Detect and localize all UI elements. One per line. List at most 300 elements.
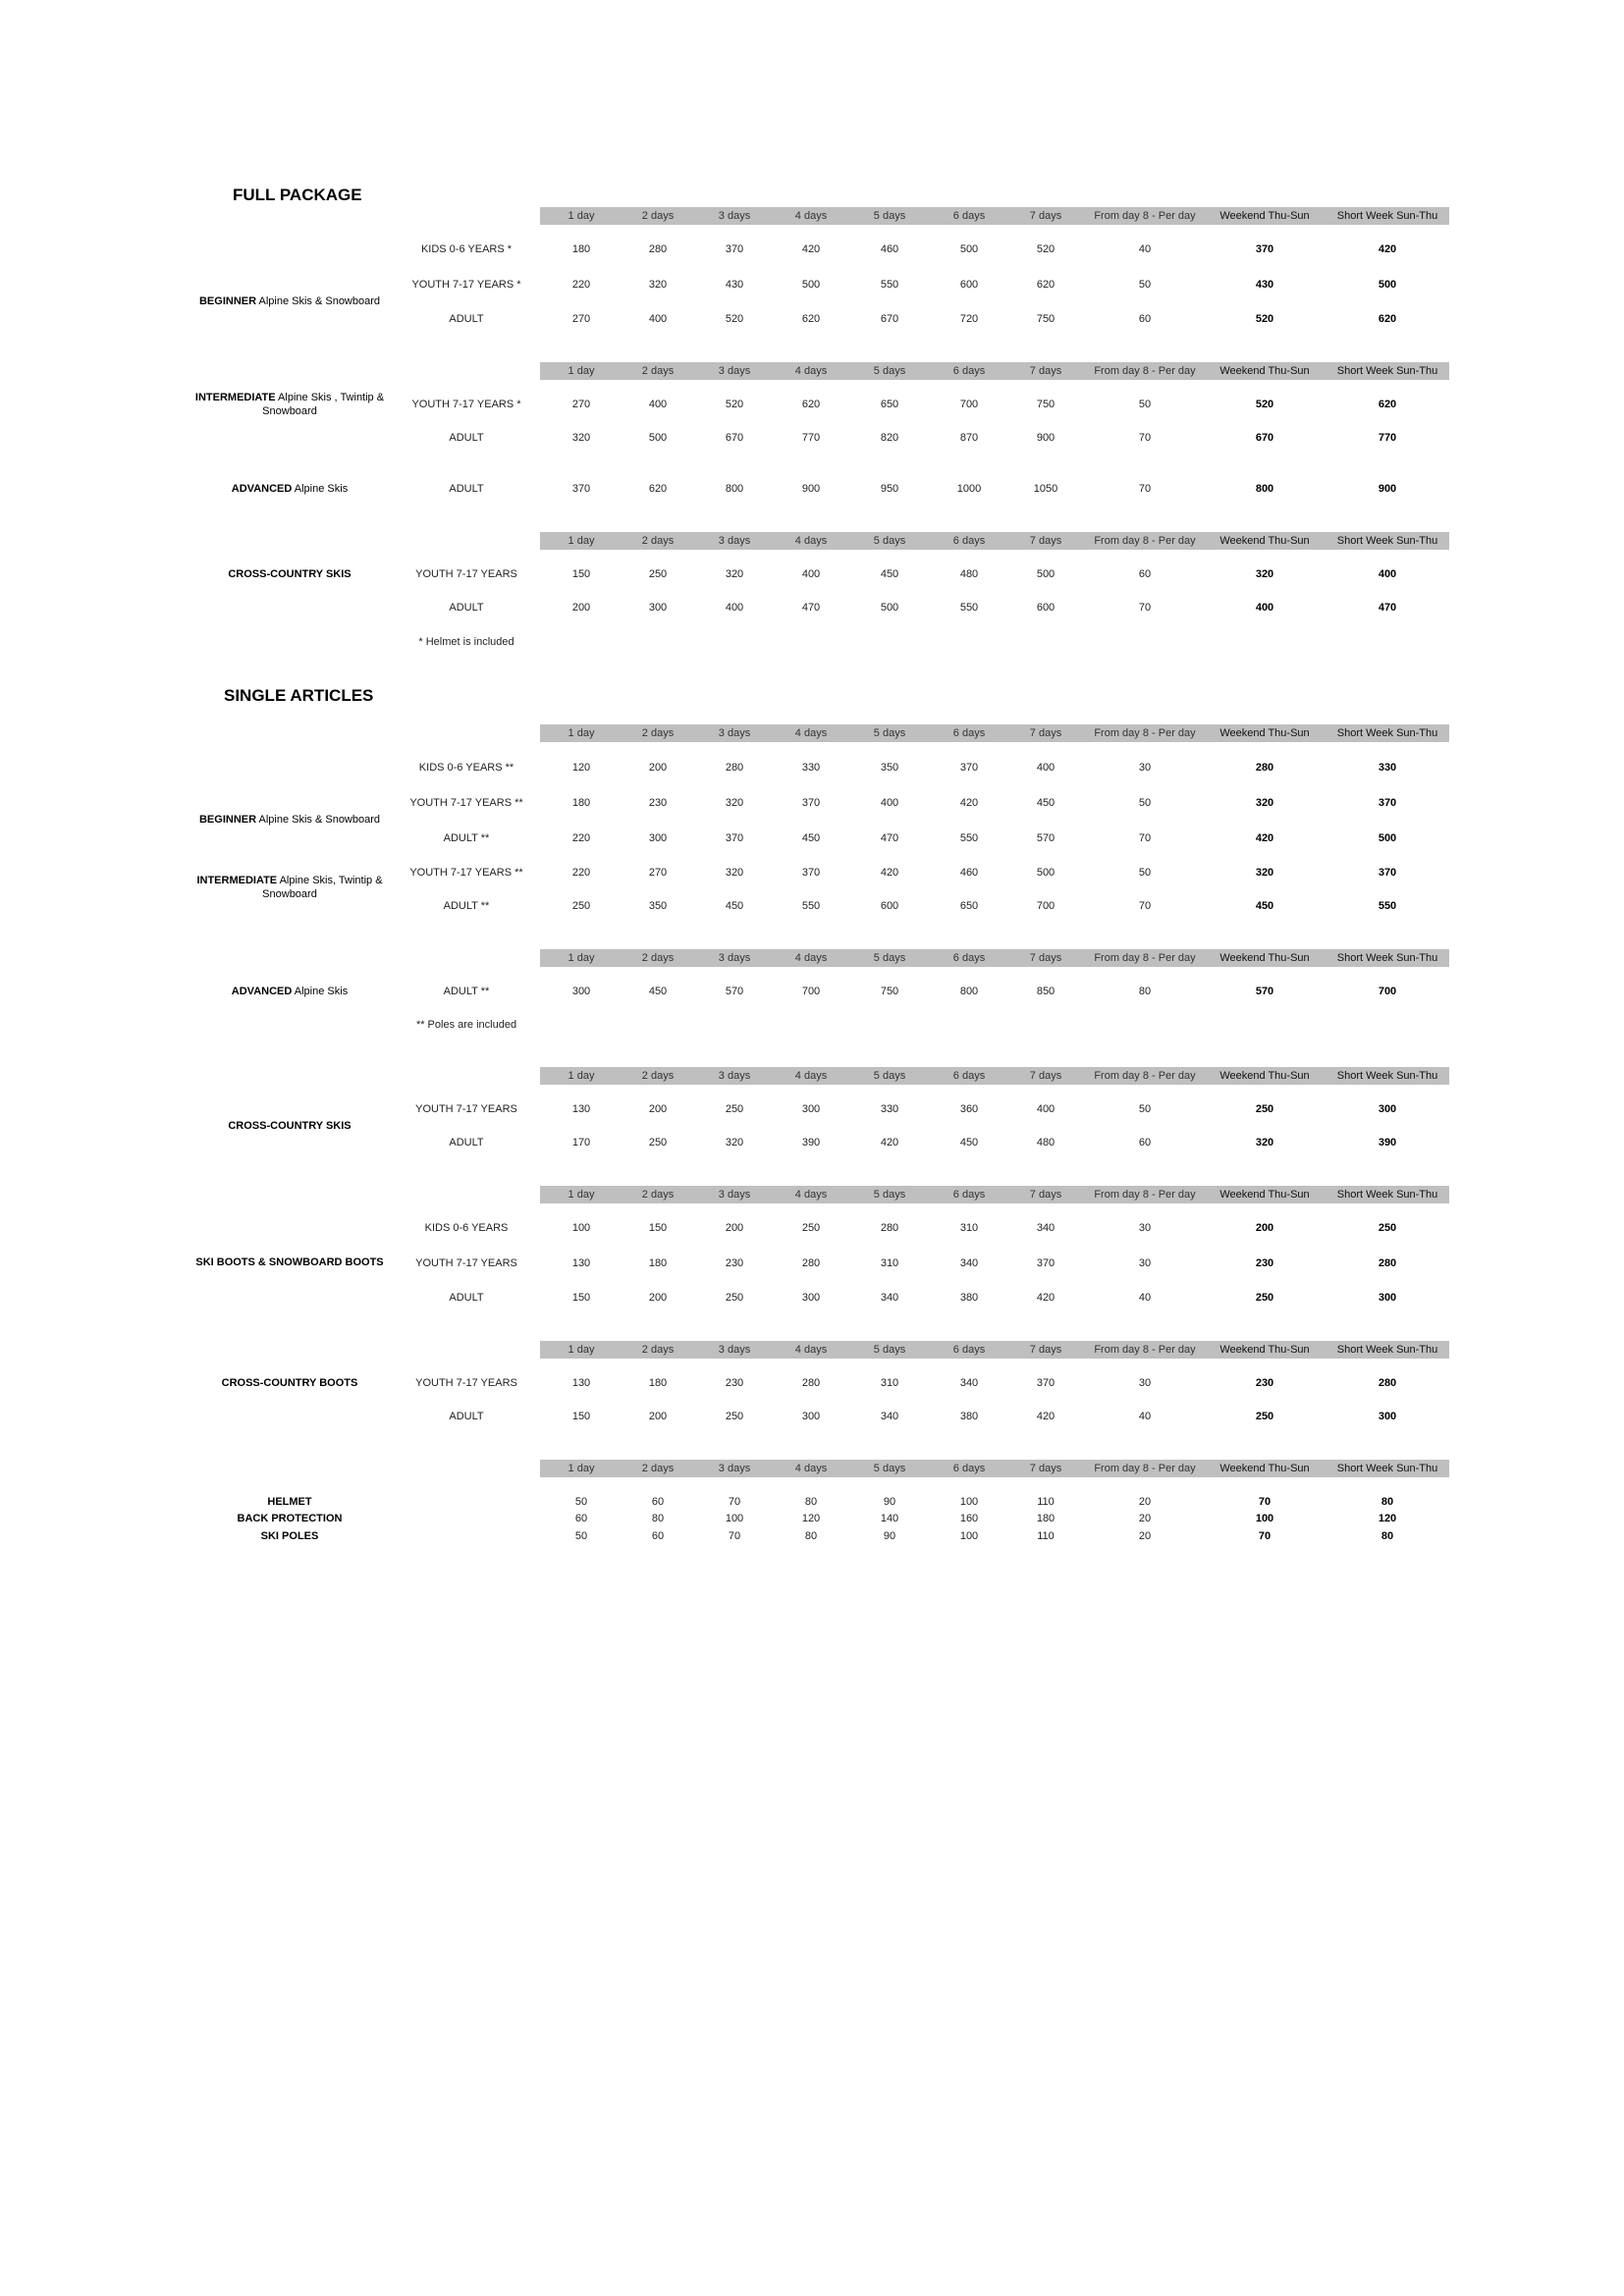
price-cell: 250 (648, 568, 668, 580)
column-header-9: Weekend Thu-Sun (1219, 1463, 1310, 1474)
price-cell: 300 (648, 602, 668, 614)
column-header-4: 4 days (794, 1344, 828, 1356)
row-label: YOUTH 7-17 YEARS (415, 1103, 517, 1115)
price-cell: 370 (801, 797, 821, 809)
row-label: YOUTH 7-17 YEARS ** (409, 867, 523, 879)
price-cell: 700 (801, 986, 821, 997)
column-header-9: Weekend Thu-Sun (1219, 535, 1310, 547)
price-cell: 550 (880, 279, 899, 291)
column-header-6: 6 days (952, 210, 986, 222)
price-cell: 720 (959, 313, 979, 325)
column-header-10: Short Week Sun-Thu (1336, 1070, 1438, 1082)
category-label (183, 874, 397, 901)
column-header-5: 5 days (873, 1070, 906, 1082)
price-cell: 180 (571, 243, 591, 255)
row-label: YOUTH 7-17 YEARS ** (409, 797, 523, 809)
column-header-1: 1 day (568, 952, 595, 964)
price-cell: 420 (1255, 832, 1274, 844)
row-label: ADULT (449, 1137, 484, 1148)
column-header-4: 4 days (794, 365, 828, 377)
column-header-3: 3 days (718, 1189, 751, 1201)
price-cell: 230 (725, 1257, 744, 1269)
price-cell: 70 (1258, 1530, 1272, 1542)
column-header-5: 5 days (873, 1463, 906, 1474)
category-name-bold: INTERMEDIATE (194, 392, 276, 403)
column-header-10: Short Week Sun-Thu (1336, 210, 1438, 222)
column-header-6: 6 days (952, 727, 986, 739)
column-header-8: From day 8 - Per day (1094, 1189, 1196, 1201)
price-cell: 120 (571, 762, 591, 774)
price-cell: 700 (1378, 986, 1397, 997)
row-label: ADULT (449, 1292, 484, 1304)
price-cell: 70 (1138, 900, 1152, 912)
price-cell: 420 (959, 797, 979, 809)
column-header-9: Weekend Thu-Sun (1219, 1070, 1310, 1082)
column-header-6: 6 days (952, 1463, 986, 1474)
price-cell: 820 (880, 432, 899, 444)
price-cell: 620 (1036, 279, 1056, 291)
column-header-10: Short Week Sun-Thu (1336, 952, 1438, 964)
price-cell: 330 (801, 762, 821, 774)
column-header-3: 3 days (718, 1070, 751, 1082)
price-cell: 250 (571, 900, 591, 912)
price-cell: 200 (648, 1103, 668, 1115)
price-cell: 770 (801, 432, 821, 444)
column-header-10: Short Week Sun-Thu (1336, 1344, 1438, 1356)
price-cell: 40 (1138, 243, 1152, 255)
column-header-band (540, 1460, 1449, 1477)
column-header-1: 1 day (568, 365, 595, 377)
category-label (183, 1376, 397, 1390)
category-label (183, 1119, 397, 1133)
price-cell: 50 (1138, 399, 1152, 410)
price-cell: 500 (1378, 279, 1397, 291)
column-header-6: 6 days (952, 535, 986, 547)
price-cell: 320 (725, 568, 744, 580)
category-label (183, 294, 397, 308)
price-cell: 230 (1255, 1377, 1274, 1389)
price-cell: 330 (880, 1103, 899, 1115)
price-cell: 30 (1138, 1257, 1152, 1269)
category-name-rest: Alpine Skis (292, 986, 349, 997)
price-cell: 320 (1255, 1137, 1274, 1148)
price-cell: 150 (571, 1292, 591, 1304)
price-cell: 200 (1255, 1222, 1274, 1234)
price-cell: 770 (1378, 432, 1397, 444)
column-header-4: 4 days (794, 210, 828, 222)
price-cell: 90 (883, 1530, 896, 1542)
column-header-7: 7 days (1029, 1463, 1062, 1474)
price-cell: 300 (1378, 1292, 1397, 1304)
price-cell: 870 (959, 432, 979, 444)
category-name-rest: Alpine Skis & Snowboard (256, 814, 381, 826)
price-cell: 280 (1378, 1377, 1397, 1389)
column-header-band (540, 1341, 1449, 1359)
price-cell: 500 (648, 432, 668, 444)
price-cell: 180 (1036, 1513, 1056, 1524)
column-header-8: From day 8 - Per day (1094, 727, 1196, 739)
category-label (183, 391, 397, 418)
price-cell: 390 (801, 1137, 821, 1148)
column-header-7: 7 days (1029, 365, 1062, 377)
price-cell: 650 (880, 399, 899, 410)
price-cell: 450 (880, 568, 899, 580)
price-cell: 320 (725, 867, 744, 879)
category-name-bold: BEGINNER (198, 814, 257, 826)
category-name-bold: ADVANCED (231, 986, 293, 997)
column-header-3: 3 days (718, 1463, 751, 1474)
column-header-1: 1 day (568, 1189, 595, 1201)
price-cell: 750 (1036, 313, 1056, 325)
price-cell: 370 (571, 483, 591, 495)
column-header-2: 2 days (641, 1189, 675, 1201)
price-cell: 270 (648, 867, 668, 879)
price-cell: 400 (1036, 1103, 1056, 1115)
category-label (183, 482, 397, 496)
price-cell: 20 (1138, 1496, 1152, 1508)
price-cell: 300 (648, 832, 668, 844)
price-cell: 450 (725, 900, 744, 912)
price-cell: 950 (880, 483, 899, 495)
price-cell: 60 (651, 1496, 665, 1508)
price-cell: 420 (880, 867, 899, 879)
price-cell: 430 (725, 279, 744, 291)
column-header-band (540, 724, 1449, 742)
column-header-7: 7 days (1029, 210, 1062, 222)
category-name-bold: ADVANCED (231, 483, 293, 495)
price-cell: 300 (1378, 1103, 1397, 1115)
price-cell: 1000 (956, 483, 982, 495)
column-header-4: 4 days (794, 1070, 828, 1082)
column-header-10: Short Week Sun-Thu (1336, 727, 1438, 739)
column-header-8: From day 8 - Per day (1094, 1344, 1196, 1356)
price-cell: 250 (725, 1103, 744, 1115)
category-name-rest: Alpine Skis & Snowboard (256, 295, 381, 307)
column-header-3: 3 days (718, 1344, 751, 1356)
price-cell: 400 (1255, 602, 1274, 614)
price-cell: 30 (1138, 1377, 1152, 1389)
price-cell: 520 (1255, 399, 1274, 410)
price-cell: 420 (1036, 1292, 1056, 1304)
price-cell: 130 (571, 1257, 591, 1269)
column-header-8: From day 8 - Per day (1094, 210, 1196, 222)
column-header-6: 6 days (952, 365, 986, 377)
price-cell: 60 (574, 1513, 588, 1524)
column-header-3: 3 days (718, 535, 751, 547)
price-cell: 620 (801, 399, 821, 410)
price-cell: 50 (1138, 279, 1152, 291)
price-cell: 370 (1036, 1257, 1056, 1269)
column-header-4: 4 days (794, 535, 828, 547)
price-cell: 400 (1036, 762, 1056, 774)
price-cell: 270 (571, 313, 591, 325)
price-cell: 310 (880, 1377, 899, 1389)
price-cell: 110 (1037, 1496, 1055, 1508)
category-name-rest: Alpine Skis (292, 483, 349, 495)
price-cell: 350 (648, 900, 668, 912)
price-cell: 320 (725, 797, 744, 809)
price-cell: 400 (1378, 568, 1397, 580)
column-header-2: 2 days (641, 365, 675, 377)
column-header-4: 4 days (794, 1189, 828, 1201)
price-cell: 460 (880, 243, 899, 255)
row-label: KIDS 0-6 YEARS (424, 1222, 509, 1234)
price-cell: 250 (1255, 1103, 1274, 1115)
price-cell: 500 (1036, 568, 1056, 580)
price-cell: 70 (1138, 832, 1152, 844)
price-cell: 380 (959, 1411, 979, 1422)
price-cell: 400 (801, 568, 821, 580)
price-cell: 450 (801, 832, 821, 844)
price-cell: 370 (725, 243, 744, 255)
price-cell: 400 (725, 602, 744, 614)
column-header-5: 5 days (873, 1344, 906, 1356)
price-cell: 200 (571, 602, 591, 614)
column-header-4: 4 days (794, 1463, 828, 1474)
column-header-6: 6 days (952, 1189, 986, 1201)
price-cell: 300 (801, 1103, 821, 1115)
price-cell: 450 (648, 986, 668, 997)
price-cell: 500 (1036, 867, 1056, 879)
price-cell: 350 (880, 762, 899, 774)
category-label (183, 567, 397, 581)
price-cell: 200 (648, 1292, 668, 1304)
price-cell: 300 (571, 986, 591, 997)
price-cell: 80 (651, 1513, 665, 1524)
row-label: ADULT (449, 432, 484, 444)
price-cell: 500 (801, 279, 821, 291)
price-cell: 70 (1138, 483, 1152, 495)
price-cell: 70 (1138, 602, 1152, 614)
price-cell: 700 (1036, 900, 1056, 912)
price-cell: 70 (728, 1496, 741, 1508)
column-header-band (540, 532, 1449, 550)
price-cell: 80 (1380, 1530, 1394, 1542)
price-cell: 270 (571, 399, 591, 410)
price-cell: 300 (1378, 1411, 1397, 1422)
price-cell: 340 (959, 1377, 979, 1389)
price-cell: 110 (1037, 1530, 1055, 1542)
price-cell: 150 (648, 1222, 668, 1234)
price-cell: 380 (959, 1292, 979, 1304)
price-cell: 850 (1036, 986, 1056, 997)
price-cell: 480 (1036, 1137, 1056, 1148)
price-cell: 80 (804, 1496, 818, 1508)
price-cell: 900 (1378, 483, 1397, 495)
price-cell: 120 (801, 1513, 821, 1524)
column-header-7: 7 days (1029, 1070, 1062, 1082)
price-cell: 140 (880, 1513, 899, 1524)
price-cell: 200 (648, 762, 668, 774)
price-cell: 450 (1036, 797, 1056, 809)
price-cell: 500 (1378, 832, 1397, 844)
column-header-2: 2 days (641, 1344, 675, 1356)
column-header-3: 3 days (718, 727, 751, 739)
price-cell: 120 (1378, 1513, 1397, 1524)
price-cell: 250 (1255, 1292, 1274, 1304)
price-cell: 550 (801, 900, 821, 912)
price-cell: 370 (725, 832, 744, 844)
price-cell: 320 (725, 1137, 744, 1148)
price-cell: 800 (959, 986, 979, 997)
price-cell: 340 (880, 1292, 899, 1304)
column-header-5: 5 days (873, 210, 906, 222)
price-cell: 620 (648, 483, 668, 495)
price-cell: 330 (1378, 762, 1397, 774)
price-cell: 320 (571, 432, 591, 444)
category-name-bold: INTERMEDIATE (196, 875, 278, 886)
price-cell: 320 (1255, 867, 1274, 879)
price-cell: 170 (571, 1137, 591, 1148)
price-cell: 100 (725, 1513, 744, 1524)
price-cell: 60 (1138, 313, 1152, 325)
price-cell: 60 (1138, 1137, 1152, 1148)
price-cell: 520 (1036, 243, 1056, 255)
column-header-6: 6 days (952, 952, 986, 964)
column-header-9: Weekend Thu-Sun (1219, 1189, 1310, 1201)
price-cell: 250 (725, 1411, 744, 1422)
price-cell: 570 (725, 986, 744, 997)
price-cell: 70 (1258, 1496, 1272, 1508)
price-cell: 300 (801, 1292, 821, 1304)
column-header-4: 4 days (794, 952, 828, 964)
price-cell: 550 (959, 602, 979, 614)
price-cell: 30 (1138, 1222, 1152, 1234)
column-header-10: Short Week Sun-Thu (1336, 365, 1438, 377)
price-cell: 160 (959, 1513, 979, 1524)
price-cell: 310 (880, 1257, 899, 1269)
column-header-5: 5 days (873, 535, 906, 547)
column-header-1: 1 day (568, 1344, 595, 1356)
category-label (183, 985, 397, 998)
price-cell: 250 (1255, 1411, 1274, 1422)
column-header-band (540, 207, 1449, 225)
column-header-8: From day 8 - Per day (1094, 1070, 1196, 1082)
column-header-9: Weekend Thu-Sun (1219, 1344, 1310, 1356)
price-cell: 400 (648, 399, 668, 410)
price-cell: 670 (1255, 432, 1274, 444)
price-cell: 420 (1036, 1411, 1056, 1422)
price-cell: 370 (1378, 867, 1397, 879)
price-cell: 370 (959, 762, 979, 774)
price-cell: 50 (1138, 1103, 1152, 1115)
price-cell: 220 (571, 279, 591, 291)
category-name-bold: CROSS-COUNTRY BOOTS (221, 1377, 358, 1389)
price-cell: 620 (1378, 313, 1397, 325)
price-cell: 230 (725, 1377, 744, 1389)
price-cell: 70 (1138, 432, 1152, 444)
price-cell: 900 (1036, 432, 1056, 444)
column-header-5: 5 days (873, 1189, 906, 1201)
row-label: YOUTH 7-17 YEARS (415, 1377, 517, 1389)
column-header-10: Short Week Sun-Thu (1336, 1189, 1438, 1201)
column-header-2: 2 days (641, 727, 675, 739)
row-label: ADULT (449, 1411, 484, 1422)
column-header-7: 7 days (1029, 727, 1062, 739)
column-header-5: 5 days (873, 365, 906, 377)
category-name-bold: SKI BOOTS & SNOWBOARD BOOTS (195, 1256, 384, 1268)
price-cell: 200 (648, 1411, 668, 1422)
price-cell: 750 (880, 986, 899, 997)
row-label: ADULT ** (443, 986, 490, 997)
price-cell: 650 (959, 900, 979, 912)
price-cell: 600 (959, 279, 979, 291)
section-title: FULL PACKAGE (233, 186, 362, 204)
footnote: * Helmet is included (418, 636, 514, 648)
price-cell: 420 (801, 243, 821, 255)
column-header-band (540, 1186, 1449, 1203)
price-cell: 250 (725, 1292, 744, 1304)
price-cell: 150 (571, 568, 591, 580)
price-cell: 470 (1378, 602, 1397, 614)
column-header-7: 7 days (1029, 952, 1062, 964)
price-cell: 220 (571, 867, 591, 879)
price-cell: 280 (880, 1222, 899, 1234)
price-cell: 100 (959, 1530, 979, 1542)
column-header-3: 3 days (718, 952, 751, 964)
price-cell: 250 (1378, 1222, 1397, 1234)
price-cell: 620 (1378, 399, 1397, 410)
accessory-label: BACK PROTECTION (237, 1513, 343, 1524)
price-cell: 420 (1378, 243, 1397, 255)
category-name-rest: Alpine Skis, Twintip & Snowboard (262, 875, 383, 900)
row-label: ADULT (449, 313, 484, 325)
price-cell: 800 (725, 483, 744, 495)
price-cell: 230 (648, 797, 668, 809)
price-cell: 180 (571, 797, 591, 809)
price-cell: 390 (1378, 1137, 1397, 1148)
column-header-1: 1 day (568, 535, 595, 547)
accessory-label: SKI POLES (260, 1530, 319, 1542)
column-header-2: 2 days (641, 535, 675, 547)
price-cell: 370 (1255, 243, 1274, 255)
price-cell: 300 (801, 1411, 821, 1422)
price-cell: 750 (1036, 399, 1056, 410)
price-cell: 320 (1255, 568, 1274, 580)
price-cell: 280 (801, 1377, 821, 1389)
price-cell: 80 (1138, 986, 1152, 997)
column-header-3: 3 days (718, 210, 751, 222)
price-cell: 180 (648, 1257, 668, 1269)
price-cell: 420 (880, 1137, 899, 1148)
price-cell: 800 (1255, 483, 1274, 495)
price-cell: 280 (1378, 1257, 1397, 1269)
price-cell: 470 (880, 832, 899, 844)
price-cell: 370 (1378, 797, 1397, 809)
price-cell: 450 (1255, 900, 1274, 912)
price-cell: 500 (959, 243, 979, 255)
price-cell: 180 (648, 1377, 668, 1389)
price-cell: 60 (651, 1530, 665, 1542)
price-cell: 340 (1036, 1222, 1056, 1234)
price-cell: 250 (648, 1137, 668, 1148)
column-header-2: 2 days (641, 952, 675, 964)
price-cell: 550 (1378, 900, 1397, 912)
price-cell: 50 (1138, 797, 1152, 809)
price-cell: 100 (959, 1496, 979, 1508)
row-label: ADULT ** (443, 832, 490, 844)
price-cell: 400 (880, 797, 899, 809)
price-cell: 310 (959, 1222, 979, 1234)
price-cell: 220 (571, 832, 591, 844)
column-header-band (540, 362, 1449, 380)
price-cell: 230 (1255, 1257, 1274, 1269)
price-cell: 250 (801, 1222, 821, 1234)
row-label: ADULT (449, 483, 484, 495)
price-cell: 450 (959, 1137, 979, 1148)
price-cell: 60 (1138, 568, 1152, 580)
price-cell: 370 (801, 867, 821, 879)
